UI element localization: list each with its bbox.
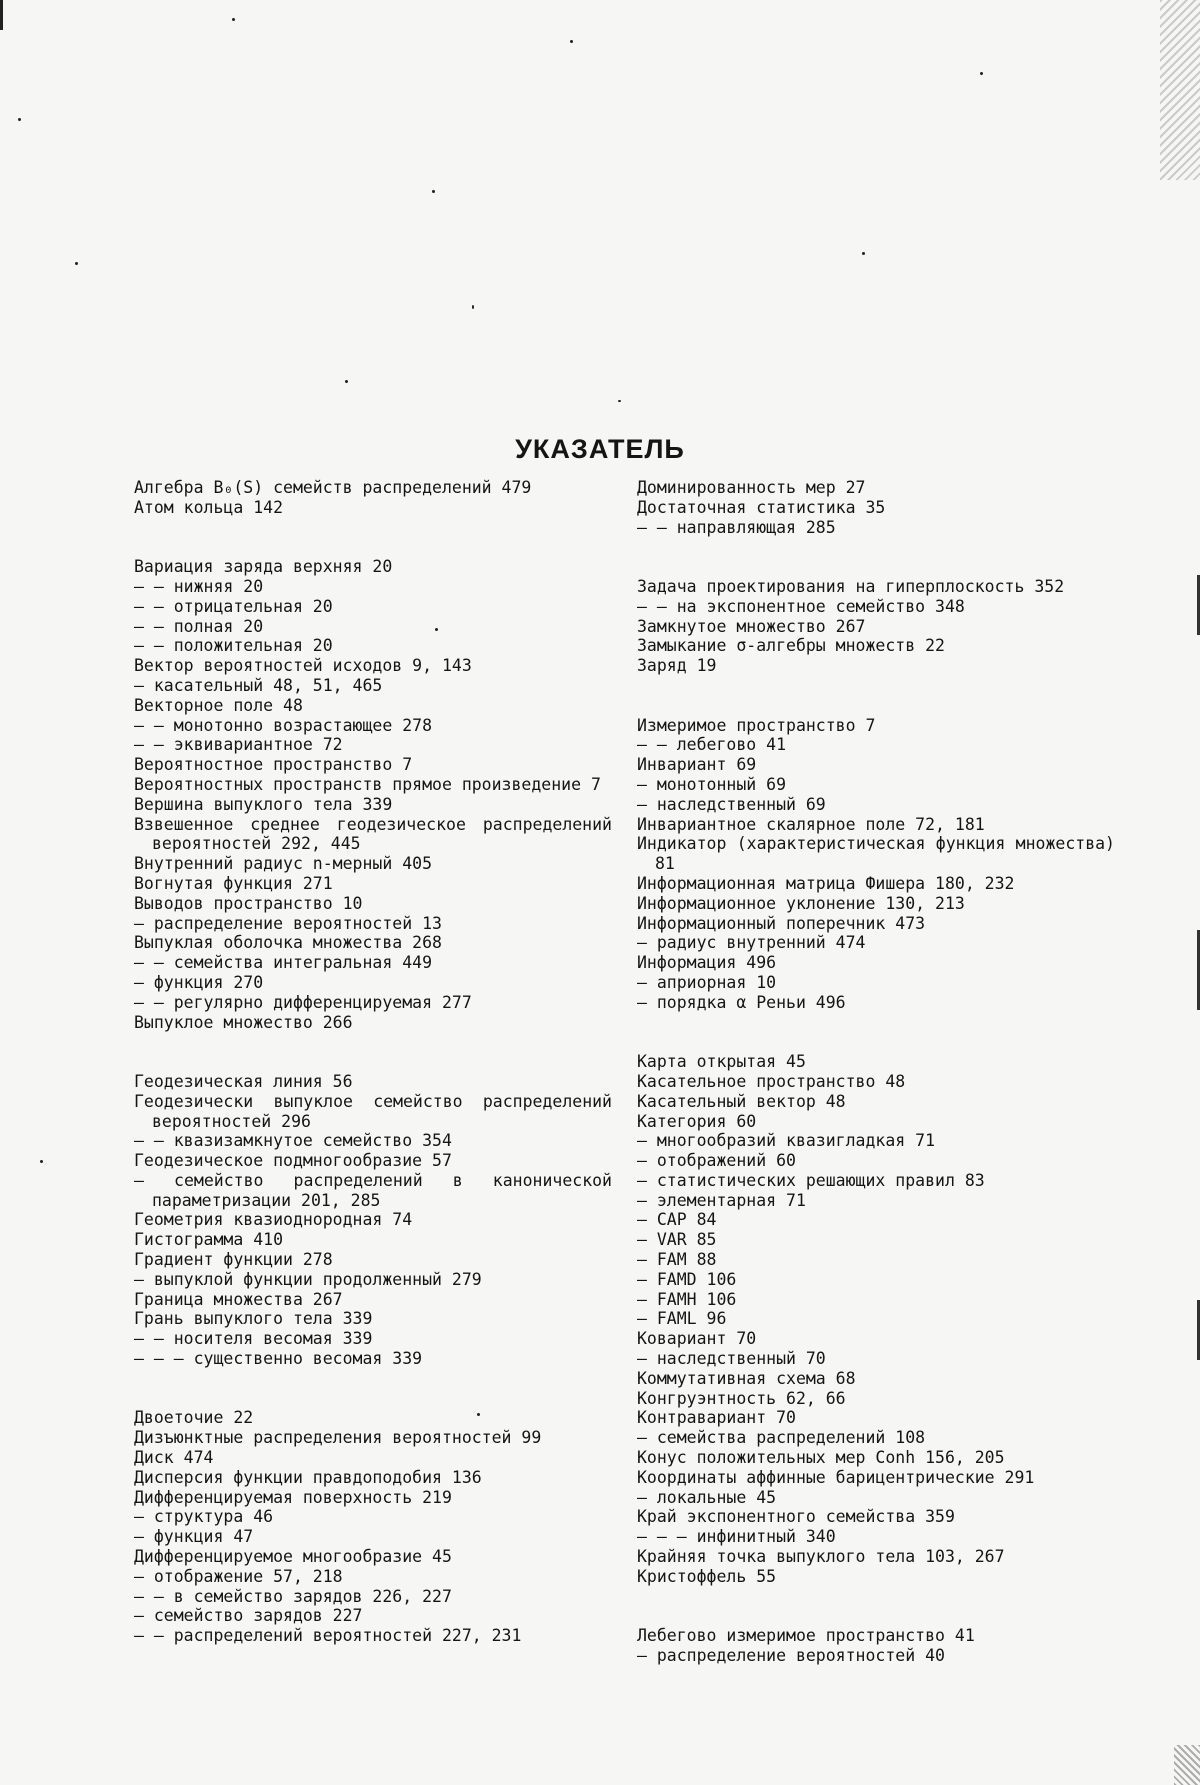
index-entry: — — нижняя 20 bbox=[134, 576, 264, 596]
scan-speck bbox=[75, 262, 78, 265]
scan-edge-noise bbox=[1160, 0, 1200, 180]
index-entry: — — в семейство зарядов 226, 227 bbox=[134, 1586, 452, 1606]
scan-edge-noise bbox=[1174, 1745, 1200, 1785]
index-entry: Гистограмма 410 bbox=[134, 1230, 284, 1250]
index-entry: Карта открытая 45 bbox=[637, 1052, 806, 1072]
scan-speck bbox=[345, 380, 348, 383]
index-entry: Лебегово измеримое пространство 41 bbox=[637, 1626, 975, 1646]
index-entry: Алгебра B₀(S) семейств распределений 479 bbox=[134, 478, 532, 497]
index-entry: Градиент функции 278 bbox=[134, 1250, 333, 1270]
index-entry: — элементарная 71 bbox=[637, 1190, 806, 1210]
index-entry: — функция 47 bbox=[134, 1527, 254, 1547]
scan-speck bbox=[18, 118, 21, 121]
index-entry: Дисперсия функции правдоподобия 136 bbox=[134, 1467, 482, 1487]
index-entry: — многообразий квазигладкая 71 bbox=[637, 1131, 936, 1151]
index-entry: Коммутативная схема 68 bbox=[637, 1368, 856, 1388]
index-entry: Дизъюнктные распределения вероятностей 99 bbox=[134, 1428, 542, 1448]
index-column-left bbox=[134, 478, 612, 1646]
index-entry: — наследственный 69 bbox=[637, 794, 826, 814]
index-entry: — VAR 85 bbox=[637, 1230, 717, 1250]
index-entry: — — эквивариантное 72 bbox=[134, 735, 343, 755]
index-entry: Информация 496 bbox=[637, 953, 777, 973]
index-entry: Вектор вероятностей исходов 9, 143 bbox=[134, 656, 472, 676]
index-entry: Вариация заряда верхняя 20 bbox=[134, 557, 393, 577]
index-entry: Информационное уклонение 130, 213 bbox=[637, 893, 965, 913]
scan-speck bbox=[862, 252, 865, 255]
index-entry: Касательное пространство 48 bbox=[637, 1071, 906, 1091]
index-entry: Атом кольца 142 bbox=[134, 497, 284, 517]
index-entry: — — монотонно возрастающее 278 bbox=[134, 715, 433, 735]
index-entry: — — семейства интегральная 449 bbox=[134, 953, 433, 973]
index-entry: — CAP 84 bbox=[637, 1210, 717, 1230]
index-entry: — — направляющая 285 bbox=[637, 517, 836, 537]
section-gap bbox=[637, 1587, 1115, 1627]
index-entry: — порядка α Реньи 496 bbox=[637, 992, 846, 1012]
index-entry: Вершина выпуклого тела 339 bbox=[134, 794, 393, 814]
index-entry: — априорная 10 bbox=[637, 972, 777, 992]
index-entry: Конус положительных мер Conh 156, 205 bbox=[637, 1448, 1005, 1468]
scan-speck bbox=[232, 18, 235, 21]
index-entry: Кристоффель 55 bbox=[637, 1566, 777, 1586]
index-entry: — — носителя весомая 339 bbox=[134, 1329, 373, 1349]
section-gap bbox=[637, 1013, 1115, 1053]
index-entry: — — отрицательная 20 bbox=[134, 596, 333, 616]
index-entry: Внутренний радиус n-мерный 405 bbox=[134, 854, 433, 874]
index-entry: Векторное поле 48 bbox=[134, 695, 303, 715]
index-entry: Заряд 19 bbox=[637, 656, 717, 676]
index-entry: — структура 46 bbox=[134, 1507, 274, 1527]
index-entry: — FAMD 106 bbox=[637, 1269, 737, 1289]
index-entry: Выпуклое множество 266 bbox=[134, 1012, 353, 1032]
index-entry: Дифференцируемое многообразие 45 bbox=[134, 1547, 452, 1567]
index-entry: — статистических решающих правил 83 bbox=[637, 1170, 985, 1190]
index-entry: Крайняя точка выпуклого тела 103, 267 bbox=[637, 1547, 1005, 1567]
index-entry: — монотонный 69 bbox=[637, 774, 787, 794]
index-entry: — распределение вероятностей 13 bbox=[134, 913, 442, 933]
index-entry: Касательный вектор 48 bbox=[637, 1091, 846, 1111]
index-entry: — — — существенно весомая 339 bbox=[134, 1349, 423, 1369]
index-entry: — отображений 60 bbox=[637, 1151, 796, 1171]
index-entry: Информационная матрица Фишера 180, 232 bbox=[637, 873, 1015, 893]
index-entry: — — регулярно дифференцируемая 277 bbox=[134, 992, 472, 1012]
index-entry: Грань выпуклого тела 339 bbox=[134, 1309, 373, 1329]
index-entry: Индикатор (характеристическая функция множества) 81 bbox=[637, 834, 1115, 874]
index-entry: Замыкание σ-алгебры множеств 22 bbox=[637, 636, 945, 656]
index-entry: — FAMH 106 bbox=[637, 1289, 737, 1309]
index-entry: — семейства распределений 108 bbox=[637, 1428, 926, 1448]
index-entry: — наследственный 70 bbox=[637, 1349, 826, 1369]
index-entry: Взвешенное среднее геодезическое распределений вероятностей 292, 445 bbox=[134, 814, 612, 854]
scan-speck bbox=[432, 190, 435, 193]
scan-speck bbox=[472, 305, 474, 309]
index-entry: Конгруэнтность 62, 66 bbox=[637, 1388, 846, 1408]
index-entry: — FAML 96 bbox=[637, 1309, 727, 1329]
index-entry: Вогнутая функция 271 bbox=[134, 873, 333, 893]
index-entry: Доминированность мер 27 bbox=[637, 478, 866, 497]
index-entry: — выпуклой функции продолженный 279 bbox=[134, 1269, 482, 1289]
index-entry: Координаты аффинные барицентрические 291 bbox=[637, 1467, 1035, 1487]
index-entry: — касательный 48, 51, 465 bbox=[134, 675, 383, 695]
index-entry: Замкнутое множество 267 bbox=[637, 616, 866, 636]
section-gap bbox=[134, 518, 612, 558]
index-entry: — семейство распределений в канонической параметризации 201, 285 bbox=[134, 1170, 612, 1210]
scan-speck bbox=[570, 40, 573, 43]
index-entry: Геодезическое подмногообразие 57 bbox=[134, 1151, 452, 1171]
index-entry: Измеримое пространство 7 bbox=[637, 715, 876, 735]
page-title: УКАЗАТЕЛЬ bbox=[515, 434, 685, 465]
index-entry: — — распределений вероятностей 227, 231 bbox=[134, 1626, 522, 1646]
section-gap bbox=[134, 1032, 612, 1072]
index-entry: — функция 270 bbox=[134, 972, 264, 992]
section-gap bbox=[637, 676, 1115, 716]
index-entry: Геометрия квазиоднородная 74 bbox=[134, 1210, 413, 1230]
index-entry: — — лебегово 41 bbox=[637, 735, 787, 755]
scan-speck bbox=[980, 72, 983, 75]
index-entry: Инвариантное скалярное поле 72, 181 bbox=[637, 814, 985, 834]
index-entry: Геодезически выпуклое семейство распределений вероятностей 296 bbox=[134, 1091, 612, 1131]
index-column-right bbox=[637, 478, 1115, 1666]
index-entry: Дифференцируемая поверхность 219 bbox=[134, 1487, 452, 1507]
index-entry: Контравариант 70 bbox=[637, 1408, 796, 1428]
index-entry: Задача проектирования на гиперплоскость 352 bbox=[637, 576, 1065, 596]
index-entry: Двоеточие 22 bbox=[134, 1408, 254, 1428]
index-entry: Граница множества 267 bbox=[134, 1289, 343, 1309]
index-entry: — FAM 88 bbox=[637, 1250, 717, 1270]
index-entry: Ковариант 70 bbox=[637, 1329, 757, 1349]
index-entry: — — — инфинитный 340 bbox=[637, 1527, 836, 1547]
index-entry: Геодезическая линия 56 bbox=[134, 1071, 353, 1091]
index-entry: Выводов пространство 10 bbox=[134, 893, 363, 913]
index-entry: — — полная 20 bbox=[134, 616, 264, 636]
index-entry: — отображение 57, 218 bbox=[134, 1566, 343, 1586]
index-entry: — — положительная 20 bbox=[134, 636, 333, 656]
index-entry: — радиус внутренний 474 bbox=[637, 933, 866, 953]
index-entry: Вероятностное пространство 7 bbox=[134, 755, 413, 775]
index-entry: — локальные 45 bbox=[637, 1487, 777, 1507]
index-entry: Информационный поперечник 473 bbox=[637, 913, 926, 933]
section-gap bbox=[637, 537, 1115, 577]
index-entry: Выпуклая оболочка множества 268 bbox=[134, 933, 442, 953]
index-entry: Край экспонентного семейства 359 bbox=[637, 1507, 955, 1527]
index-entry: — — квазизамкнутое семейство 354 bbox=[134, 1131, 452, 1151]
scan-speck bbox=[40, 1160, 43, 1163]
scan-speck bbox=[618, 400, 621, 402]
index-entry: Достаточная статистика 35 bbox=[637, 497, 886, 517]
scan-edge-mark bbox=[0, 0, 3, 30]
index-entry: — — на экспонентное семейство 348 bbox=[637, 596, 965, 616]
index-entry: — распределение вероятностей 40 bbox=[637, 1646, 945, 1666]
section-gap bbox=[134, 1369, 612, 1409]
index-entry: Инвариант 69 bbox=[637, 755, 757, 775]
index-entry: Вероятностных пространств прямое произведение 7 bbox=[134, 774, 601, 794]
index-entry: Категория 60 bbox=[637, 1111, 757, 1131]
index-entry: Диск 474 bbox=[134, 1448, 214, 1468]
index-entry: — семейство зарядов 227 bbox=[134, 1606, 363, 1626]
